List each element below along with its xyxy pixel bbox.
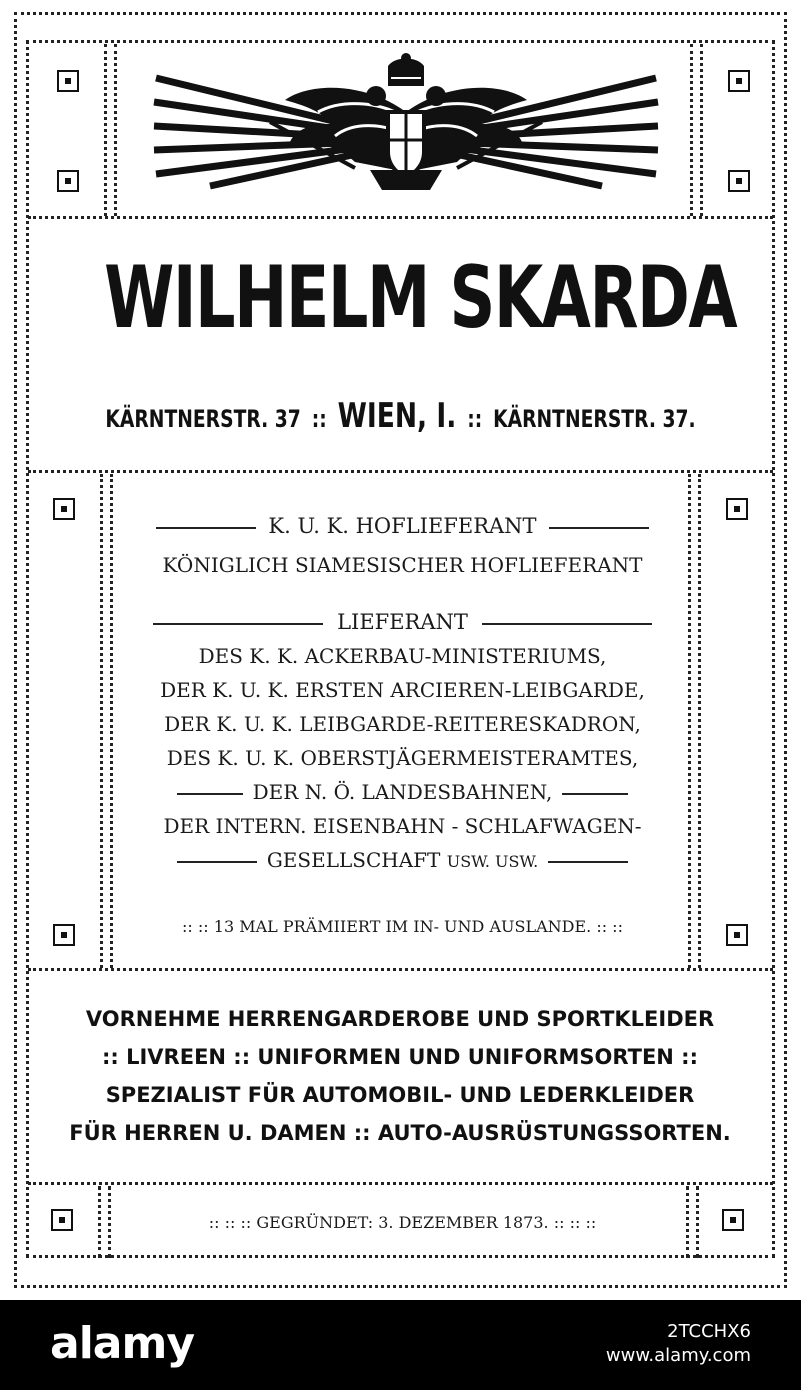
image-id: 2TCCHX6 [667,1321,751,1342]
services-line-2: :: LIVREEN :: UNIFORMEN UND UNIFORMSORTEN :: [102,1045,698,1069]
supplier-line: DER K. U. K. LEIBGARDE-REITERESKADRON, [164,712,641,736]
corner-square-icon [722,1209,744,1231]
services-line-4: FÜR HERREN U. DAMEN :: AUTO-AUSRÜSTUNGSSORTEN. [69,1121,731,1145]
corner-square-icon [57,70,79,92]
supplier-line: DES K. K. ACKERBAU-MINISTERIUMS, [198,644,607,668]
corner-square-icon [57,170,79,192]
royal-appointment-line-1: K. U. K. HOFLIEFERANT [120,510,685,543]
separator: :: [467,405,483,433]
supplier-line: DER K. U. K. ERSTEN ARCIEREN-LEIBGARDE, [160,678,645,702]
city: WIEN, I. [337,396,457,436]
etc-text: USW. USW. [446,852,539,871]
address-left: KÄRNTNERSTR. 37 [105,405,301,433]
services-line-3: SPEZIALIST FÜR AUTOMOBIL- UND LEDERKLEIDER [105,1083,695,1107]
separator: :: [311,405,327,433]
awards-line: :: :: 13 MAL PRÄMIIERT IM IN- UND AUSLANDE. :: :: [182,917,623,936]
supplier-line: DER INTERN. EISENBAHN - SCHLAFWAGEN- [163,814,642,838]
corner-square-icon [51,1209,73,1231]
corner-square-icon [53,498,75,520]
watermark-logo: alamy [50,1318,194,1369]
corner-square-icon [53,924,75,946]
corner-square-icon [726,498,748,520]
watermark-info [606,1320,751,1368]
address-right: KÄRNTNERSTR. 37. [493,405,696,433]
services-line-1: VORNEHME HERRENGARDEROBE UND SPORTKLEIDER [85,1007,715,1031]
supplier-heading: LIEFERANT [120,606,685,639]
supplier-line: DER N. Ö. LANDESBAHNEN, [120,776,685,809]
company-name: WILHELM SKARDA [104,248,737,348]
imperial-eagle-emblem-icon [150,52,662,192]
corner-square-icon [728,170,750,192]
founded-line: :: :: :: GEGRÜNDET: 3. DEZEMBER 1873. :: :: :: [208,1213,597,1232]
corner-square-icon [728,70,750,92]
supplier-line: GESELLSCHAFT USW. USW. [120,844,685,878]
corner-square-icon [726,924,748,946]
supplier-line: DES K. U. K. OBERSTJÄGERMEISTERAMTES, [166,746,639,770]
address-line [88,398,713,437]
royal-appointment-line-2: KÖNIGLICH SIAMESISCHER HOFLIEFERANT [162,553,643,577]
site-url: www.alamy.com [605,1345,751,1366]
